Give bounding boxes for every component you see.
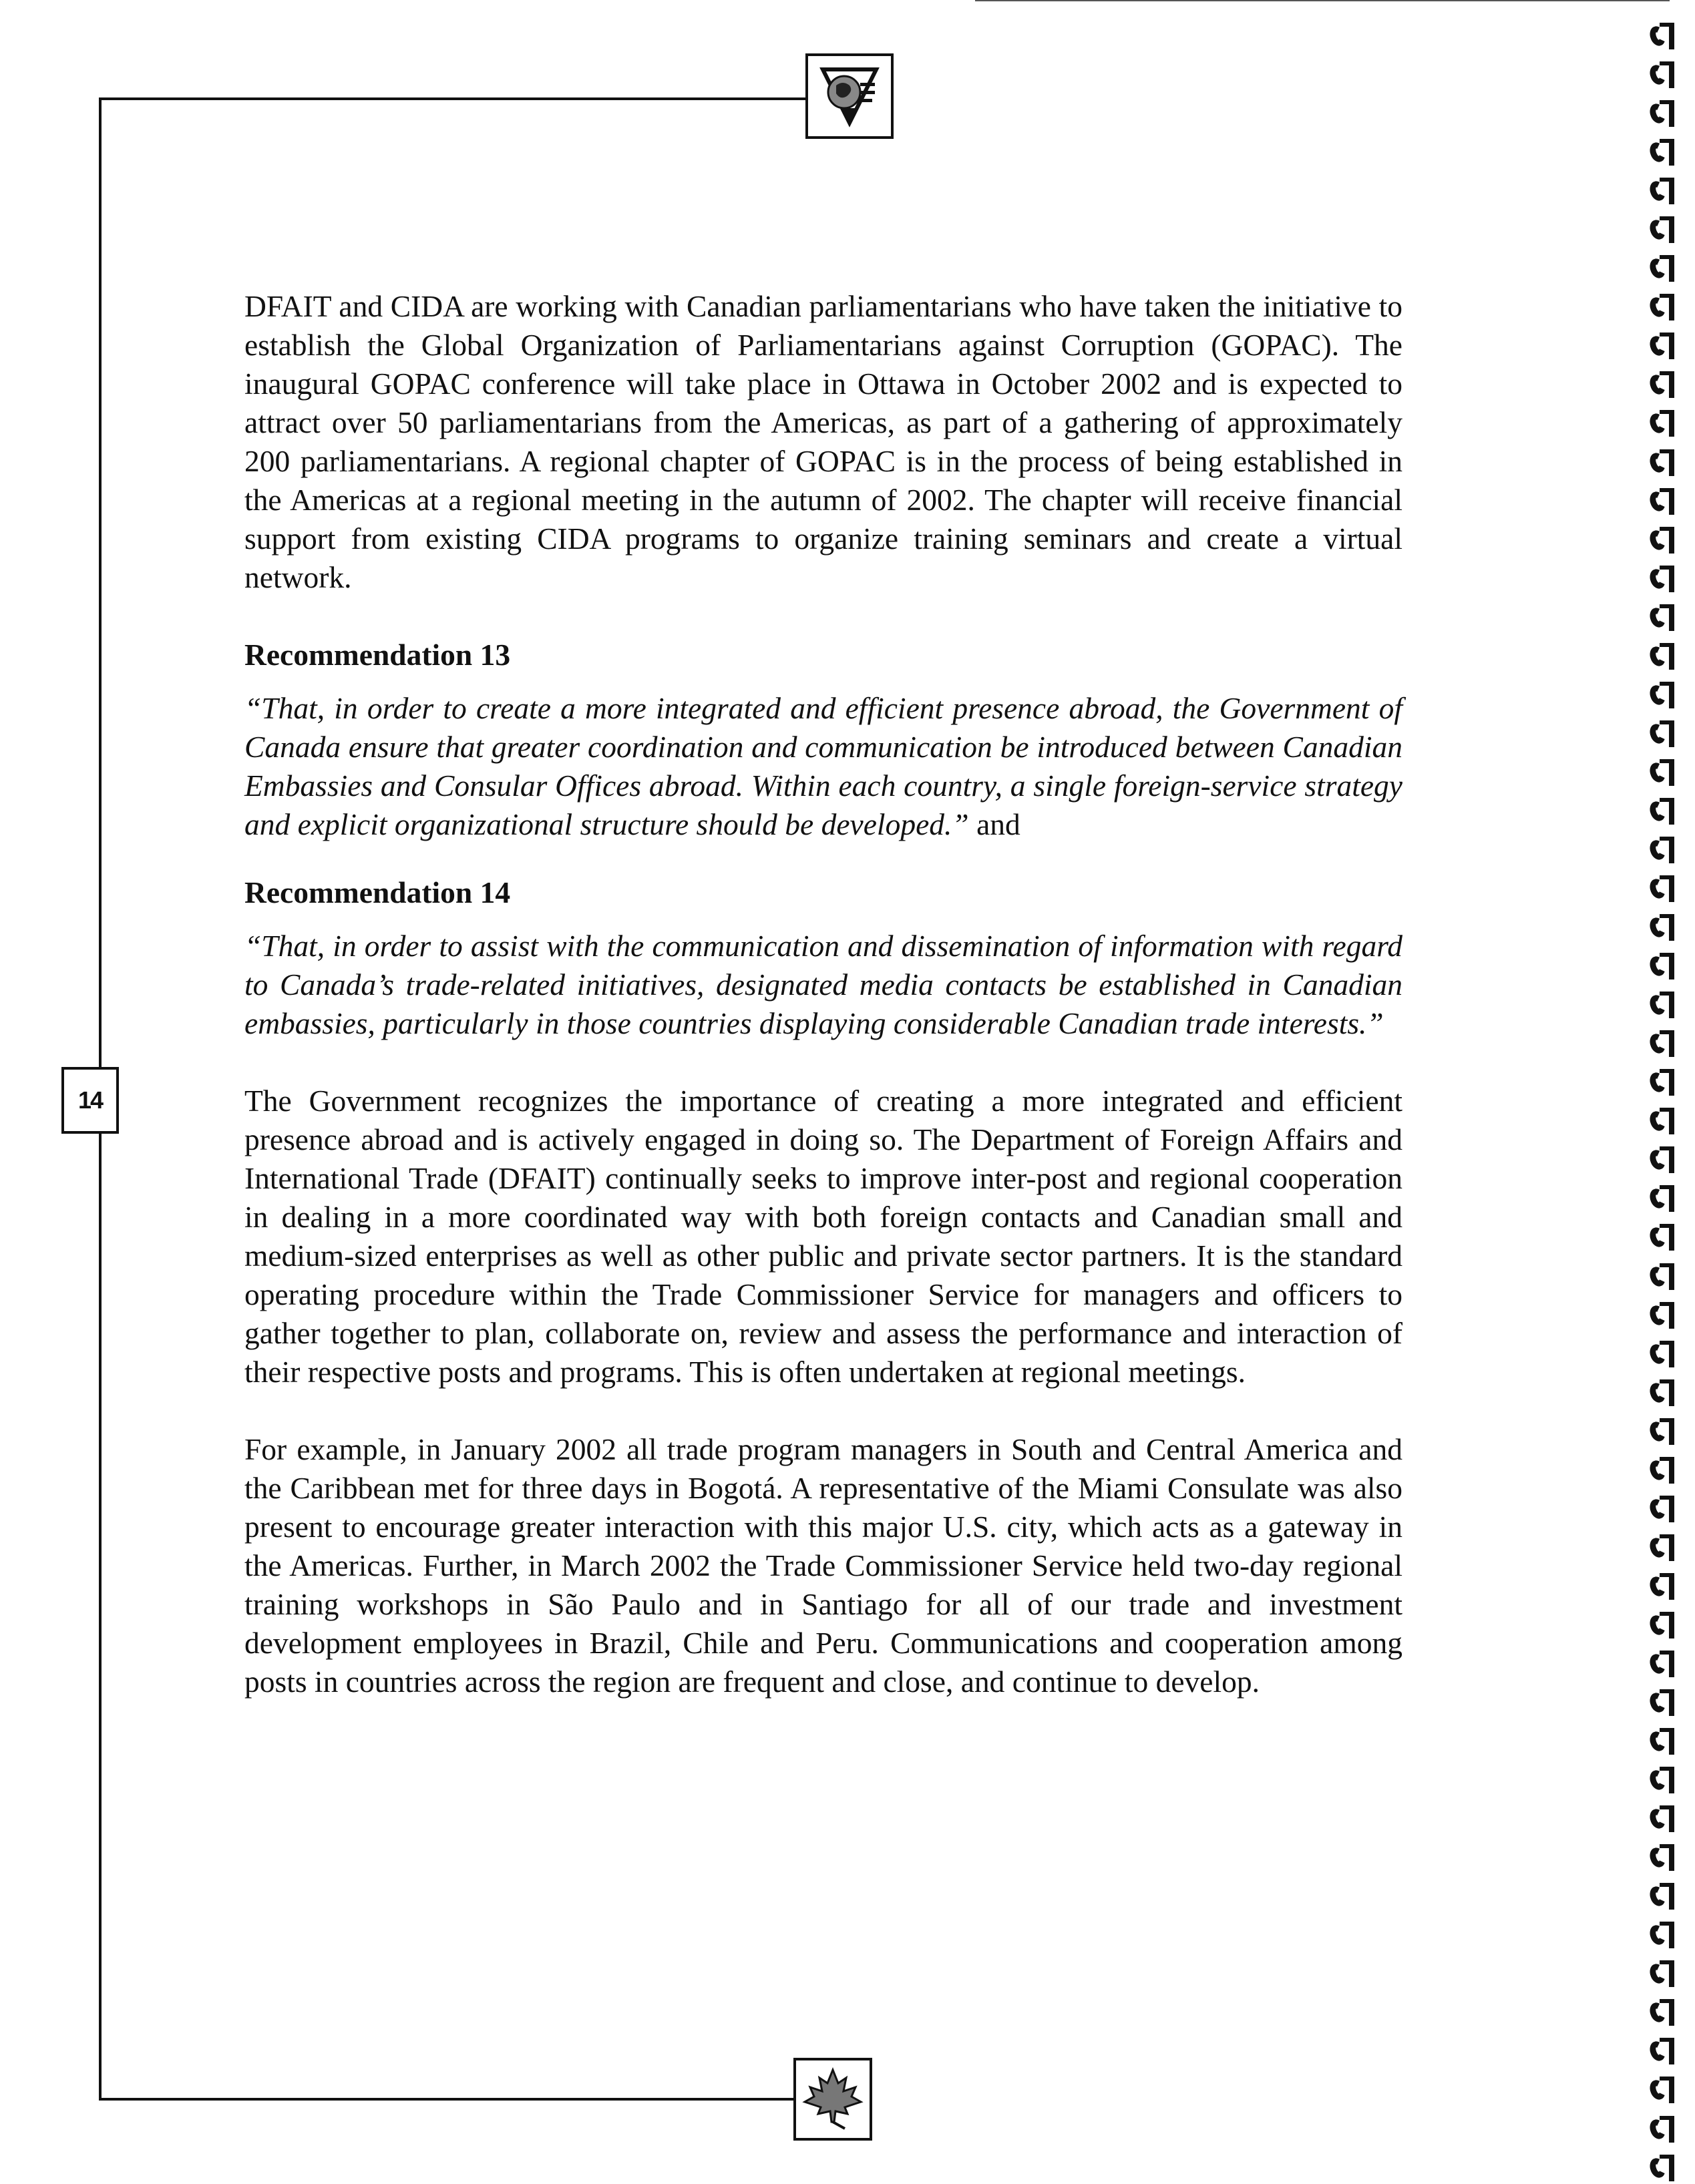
spiral-binding-coil-icon (1650, 1609, 1674, 1641)
spiral-binding-coil-icon (1650, 2152, 1674, 2184)
spiral-binding-coil-icon (1650, 1377, 1674, 1409)
spiral-binding-coil-icon (1650, 1299, 1674, 1331)
spiral-binding-coil-icon (1650, 2035, 1674, 2067)
spiral-binding-coil-icon (1650, 834, 1674, 866)
spiral-binding-coil-icon (1650, 873, 1674, 905)
spiral-binding-coil-icon (1650, 1570, 1674, 1602)
spiral-binding-coil-icon (1650, 1725, 1674, 1757)
top-edge-rule (975, 0, 1670, 1)
spiral-binding-coil-icon (1650, 369, 1674, 401)
spiral-binding-coil-icon (1650, 1841, 1674, 1874)
spiral-binding-coil-icon (1650, 291, 1674, 323)
spiral-binding-coil-icon (1650, 20, 1674, 52)
frame-bottom-line (99, 2098, 793, 2101)
spiral-binding-coil-icon (1650, 1338, 1674, 1370)
spiral-binding-coil-icon (1650, 175, 1674, 207)
recommendation-14-heading: Recommendation 14 (244, 875, 511, 909)
hemisphere-triangle-logo-icon (816, 61, 883, 132)
spiral-binding-coil-icon (1650, 1919, 1674, 1951)
spiral-binding-coil-icon (1650, 485, 1674, 517)
spiral-binding-coil-icon (1650, 524, 1674, 556)
spiral-binding-coil-icon (1650, 59, 1674, 91)
recommendation-13-suffix: and (968, 807, 1020, 841)
frame-top-line (99, 97, 807, 100)
spiral-binding (1630, 20, 1695, 2184)
spiral-binding-coil-icon (1650, 1996, 1674, 2028)
gopac-paragraph: DFAIT and CIDA are working with Canadian parliamentarians who have taken the initiative to establish the Global Organization of Parliamentarians against Corruption (GOPAC). The inaugural GOPAC conference will take place in Ottawa in October 2002 and is expected to attract over 50 parliamentarians from the Americas, as part of a gathering of approximately 200 parliamentarians. A regional chapter of GOPAC is in the process of being established in the Americas at a regional meeting in the autumn of 2002. The chapter will receive financial support from existing CIDA programs to organize training seminars and create a virtual network. (244, 289, 1402, 594)
spiral-binding-coil-icon (1650, 214, 1674, 246)
spiral-binding-coil-icon (1650, 136, 1674, 168)
spiral-binding-coil-icon (1650, 911, 1674, 943)
document-body (244, 287, 1402, 1701)
spiral-binding-coil-icon (1650, 989, 1674, 1021)
spiral-binding-coil-icon (1650, 950, 1674, 982)
spiral-binding-coil-icon (1650, 330, 1674, 362)
spiral-binding-coil-icon (1650, 447, 1674, 479)
spiral-binding-coil-icon (1650, 718, 1674, 750)
maple-leaf-icon (801, 2064, 865, 2135)
spiral-binding-coil-icon (1650, 1415, 1674, 1448)
header-logo-box (805, 53, 894, 139)
spiral-binding-coil-icon (1650, 563, 1674, 595)
spiral-binding-coil-icon (1650, 1261, 1674, 1293)
spiral-binding-coil-icon (1650, 1803, 1674, 1835)
spiral-binding-coil-icon (1650, 2113, 1674, 2145)
government-response-paragraph: The Government recognizes the importance of creating a more integrated and efficient presence abroad and is actively engaged in doing so. The Department of Foreign Affairs and International Trade (DFAIT) continually seeks to improve inter-post and regional cooperation in dealing in a more coordinated way with both foreign contacts and Canadian small and medium-sized enterprises as well as other public and private sector partners. It is the standard operating procedure within the Trade Commissioner Service for managers and officers to gather together to plan, collaborate on, review and assess the performance and interaction of their respective posts and programs. This is often undertaken at regional meetings. (244, 1084, 1402, 1389)
spiral-binding-coil-icon (1650, 1764, 1674, 1796)
example-paragraph: For example, in January 2002 all trade program managers in South and Central America and the Caribbean met for three days in Bogotá. A representative of the Miami Consulate was also present to encourage greater interaction with this major U.S. city, which acts as a gateway in the Americas. Further, in March 2002 the Trade Commissioner Service held two-day regional training workshops in São Paulo and in Santiago for all of our trade and investment development employees in Brazil, Chile and Peru. Communications and cooperation among posts in countries across the region are frequent and close, and continue to develop. (244, 1432, 1402, 1699)
page-number: 14 (61, 1067, 119, 1134)
spiral-binding-coil-icon (1650, 1648, 1674, 1680)
spiral-binding-coil-icon (1650, 1221, 1674, 1253)
recommendation-14-text (244, 927, 1402, 1043)
footer-logo-box (793, 2058, 872, 2141)
spiral-binding-coil-icon (1650, 602, 1674, 634)
spiral-binding-coil-icon (1650, 1182, 1674, 1215)
spiral-binding-coil-icon (1650, 1532, 1674, 1564)
spiral-binding-coil-icon (1650, 252, 1674, 284)
spiral-binding-coil-icon (1650, 640, 1674, 672)
spiral-binding-coil-icon (1650, 795, 1674, 827)
spiral-binding-coil-icon (1650, 1028, 1674, 1060)
recommendation-13-quote: “That, in order to create a more integrated and efficient presence abroad, the Government of Canada ensure that greater coordination and communication be introduced between Canadian Embassies and Consular Offices abroad. Within each country, a single foreign-service strategy and explicit organizational structure should be developed.” (244, 691, 1402, 841)
spiral-binding-coil-icon (1650, 1105, 1674, 1137)
spiral-binding-coil-icon (1650, 1958, 1674, 1990)
spiral-binding-coil-icon (1650, 1066, 1674, 1098)
spiral-binding-coil-icon (1650, 1880, 1674, 1912)
spiral-binding-coil-icon (1650, 97, 1674, 130)
spiral-binding-coil-icon (1650, 1687, 1674, 1719)
spiral-binding-coil-icon (1650, 2074, 1674, 2106)
spiral-binding-coil-icon (1650, 1493, 1674, 1525)
recommendation-14-quote: “That, in order to assist with the communication and dissemination of information with regard to Canada’s trade-related initiatives, designated media contacts be established in Canadian embassies, particularly in those countries displaying considerable Canadian trade interests.” (244, 929, 1402, 1040)
spiral-binding-coil-icon (1650, 679, 1674, 711)
recommendation-13-heading: Recommendation 13 (244, 638, 511, 672)
recommendation-13-text (244, 689, 1402, 844)
spiral-binding-coil-icon (1650, 1454, 1674, 1486)
spiral-binding-coil-icon (1650, 407, 1674, 439)
spiral-binding-coil-icon (1650, 756, 1674, 789)
spiral-binding-coil-icon (1650, 1144, 1674, 1176)
